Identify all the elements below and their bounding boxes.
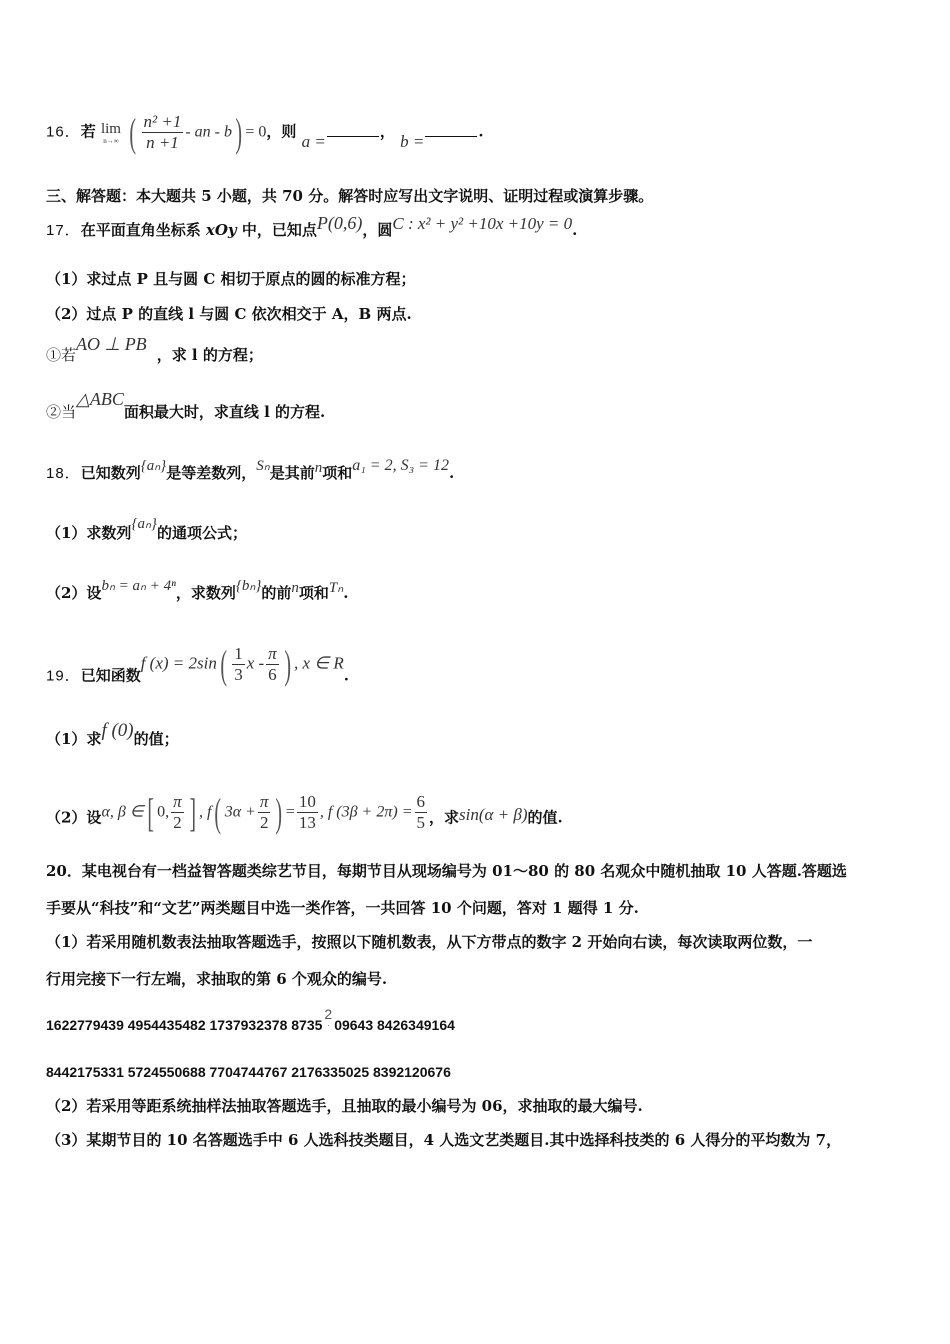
q19-text1: 已知函数 — [80, 666, 141, 685]
q16-lim-text: lim — [100, 120, 121, 137]
q19-p2-f1-arg: 3α + — [224, 803, 256, 821]
q19-formula — [140, 641, 344, 687]
q16-a-blank[interactable] — [327, 136, 379, 137]
q19-p2-f2: , f (3β + 2π) = — [319, 803, 413, 821]
random-row1-part-b: 09643 8426349164 — [334, 1017, 455, 1033]
q18-part2 — [46, 578, 349, 605]
q17-sub1-post: ，求 l 的方程； — [156, 346, 263, 364]
random-row1-part-a: 1622779439 4954435482 1737932378 8735 — [46, 1017, 323, 1033]
q16-left-paren: ( — [129, 109, 137, 155]
q19-p2-formula — [101, 789, 429, 835]
q16-frac-den: n +1 — [146, 133, 179, 152]
q19-f-mid: x - — [246, 653, 265, 673]
q18-p1-pre: （1）求数列 — [46, 524, 132, 542]
random-row1-dotted-2 — [324, 1008, 332, 1032]
q18-bn-def: bₙ = aₙ + 4ⁿ — [101, 578, 176, 594]
q19-p2-post: 的值. — [527, 808, 563, 827]
q18-part1 — [46, 516, 247, 545]
q19-p2-f1-pi-num: π — [259, 792, 269, 811]
q17-text3: ，圆 — [362, 221, 393, 239]
q17-sub1-math: AO ⊥ PB — [76, 334, 147, 354]
question-19 — [46, 641, 349, 697]
q17-part2: （2）过点 P 的直线 l 与圆 C 依次相交于 A，B 两点. — [46, 305, 412, 323]
q16-b-blank[interactable] — [425, 136, 477, 137]
q16-end: . — [478, 122, 484, 141]
q19-p2-f1-lparen: ( — [214, 789, 222, 835]
q19-p2-ask: ，求 — [429, 808, 460, 827]
q19-part2 — [46, 789, 563, 839]
q20-part2: （2）若采用等距系统抽样法抽取答题选手，且抽取的最小编号为 06，求抽取的最大编号. — [46, 1097, 643, 1115]
q18-p1-post: 的通项公式； — [156, 524, 247, 542]
q19-p2-v1-num: 10 — [298, 792, 316, 811]
q19-p1-post: 的值； — [133, 730, 179, 748]
dotted-digit-dot: · — [326, 1021, 330, 1031]
q19-frac2-den: 6 — [268, 665, 277, 684]
q17-part1: （1）求过点 P 且与圆 C 相切于原点的圆的标准方程； — [46, 270, 416, 288]
q16-lim-sub: n→∞ — [103, 136, 119, 145]
q16-right-paren: ) — [235, 109, 242, 155]
q17-number: 17． — [46, 222, 81, 239]
q18-tn: Tₙ — [328, 580, 344, 596]
q16-number: 16． — [46, 123, 81, 141]
q17-sub2 — [46, 389, 326, 423]
q16-fraction — [142, 112, 184, 153]
q18-p2-end: . — [343, 584, 349, 602]
q16-b-eq: b = — [400, 131, 425, 151]
q16-a-eq: a = — [301, 131, 326, 151]
q16-eq-zero: = 0 — [245, 123, 267, 141]
q19-p1-math: f (0) — [101, 720, 134, 741]
question-17 — [46, 213, 578, 242]
q20-part1-line1: （1）若采用随机数表法抽取答题选手，按照以下随机数表，从下方带点的数字 2 开始向右读，每次读取两位数，一 — [46, 933, 813, 951]
random-table-row-2: 8442175331 5724550688 7704744767 2176335025 8392120676 — [46, 1064, 451, 1080]
random-table-row-1 — [46, 1006, 455, 1038]
q18-end: . — [448, 464, 455, 482]
q18-text2: 是等差数列， — [166, 464, 257, 482]
q19-p2-f1-pi-frac — [258, 792, 271, 833]
q18-text3: 是其前 — [269, 464, 315, 482]
q19-domain: , x ∈ R — [294, 653, 344, 673]
q19-frac1-num: 1 — [234, 644, 243, 663]
q19-p2-f1-eq: = — [285, 803, 295, 821]
question-18 — [46, 457, 455, 485]
q18-p1-seq: {aₙ} — [131, 516, 157, 532]
question-16 — [46, 109, 484, 155]
q19-p2-v2-num: 6 — [416, 792, 425, 811]
q16-pre: 若 — [80, 122, 96, 141]
q19-p2-pi-den: 2 — [173, 813, 182, 832]
q18-p2-mid2: 的前 — [261, 584, 292, 602]
q17-sub1-pre: ①若 — [46, 346, 77, 364]
q19-p2-v2-den: 5 — [416, 813, 425, 832]
q19-p2-pi-num: π — [173, 792, 182, 811]
q19-p2-f1-rparen: ) — [275, 789, 283, 835]
q20-line2: 手要从“科技”和“文艺”两类题目中选一类作答，一共回答 10 个问题，答对 1 题得 1 分. — [46, 899, 639, 917]
q17-sub2-math: △ABC — [76, 389, 124, 409]
q19-p2-lbracket: [ — [147, 789, 154, 835]
q16-sep: ， — [379, 122, 395, 141]
q18-p2-n: n — [291, 580, 299, 596]
q18-condition: a₁ = 2, S₃ = 12 — [352, 457, 449, 474]
q19-p2-int0: 0, — [157, 803, 170, 821]
q18-seq-b: {bₙ} — [235, 578, 262, 594]
q19-frac2-num: π — [268, 644, 277, 663]
q18-p2-pre: （2）设 — [46, 584, 102, 602]
q17-circle: C : x² + y² +10x +10y = 0 — [392, 214, 573, 233]
q16-rest: - an - b — [185, 123, 232, 141]
q19-p2-pre: （2）设 — [46, 808, 102, 827]
q20-part1-line2: 行用完接下一行左端，求抽取的第 6 个观众的编号. — [46, 970, 388, 988]
q17-sub2-post: 面积最大时，求直线 l 的方程. — [123, 403, 326, 421]
q19-left-paren: ( — [220, 641, 227, 687]
q19-frac1-den: 3 — [234, 665, 243, 684]
q19-end: . — [343, 666, 349, 685]
q19-f-lhs: f (x) = 2sin — [140, 653, 217, 673]
q16-then: ，则 — [266, 122, 297, 141]
q19-p2-sin: sin(α + β) — [459, 804, 528, 824]
q18-number: 18． — [46, 465, 81, 482]
q19-part1 — [46, 720, 179, 750]
q17-end: . — [572, 221, 578, 239]
q18-text4: 项和 — [322, 464, 353, 482]
q19-p2-f1-pi-den: 2 — [259, 813, 269, 832]
q18-p2-mid: ，求数列 — [175, 584, 236, 602]
section-3-heading: 三、解答题：本大题共 5 小题，共 70 分。解答时应写出文字说明、证明过程或演算步骤。 — [46, 187, 654, 205]
q19-number: 19． — [46, 667, 81, 685]
q20-line1: 20．某电视台有一档益智答题类综艺节目，每期节目从现场编号为 01～80 的 80 名观众中随机抽取 10 人答题.答题选 — [46, 862, 847, 880]
q18-p2-post: 项和 — [298, 584, 329, 602]
q17-text2: 中，已知点 — [236, 221, 317, 239]
q17-point: P(0,6) — [316, 213, 363, 233]
q19-p2-ab: α, β ∈ — [101, 803, 144, 821]
q18-text1: 已知数列 — [80, 464, 141, 482]
q17-text1: 在平面直角坐标系 — [80, 221, 206, 239]
q19-frac1 — [232, 644, 245, 685]
q17-xoy: xOy — [205, 221, 237, 239]
q16-limit — [101, 121, 121, 145]
q19-p2-pi-frac — [171, 792, 184, 833]
q17-sub2-pre: ②当 — [46, 403, 77, 421]
q19-p2-rbracket: ] — [188, 789, 196, 835]
q17-sub1 — [46, 334, 263, 366]
q19-p2-v1-den: 13 — [298, 813, 316, 832]
q19-p1-pre: （1）求 — [46, 730, 102, 748]
q18-sn: Sₙ — [256, 458, 270, 474]
q18-seq-a: {aₙ} — [140, 458, 167, 474]
q19-p2-f1: , f — [198, 803, 212, 821]
q19-p2-v2-frac — [415, 792, 428, 833]
q16-frac-num: n² +1 — [143, 112, 182, 131]
dotted-digit: 2 — [324, 1006, 333, 1023]
q20-part3: （3）某期节目的 10 名答题选手中 6 人选科技类题目，4 人选文艺类题目.其中选择科技类的 6 人得分的平均数为 7， — [46, 1131, 842, 1149]
q19-p2-v1-frac — [297, 792, 318, 833]
q18-n: n — [314, 460, 323, 476]
q19-right-paren: ) — [284, 641, 291, 687]
q19-frac2 — [266, 644, 279, 685]
